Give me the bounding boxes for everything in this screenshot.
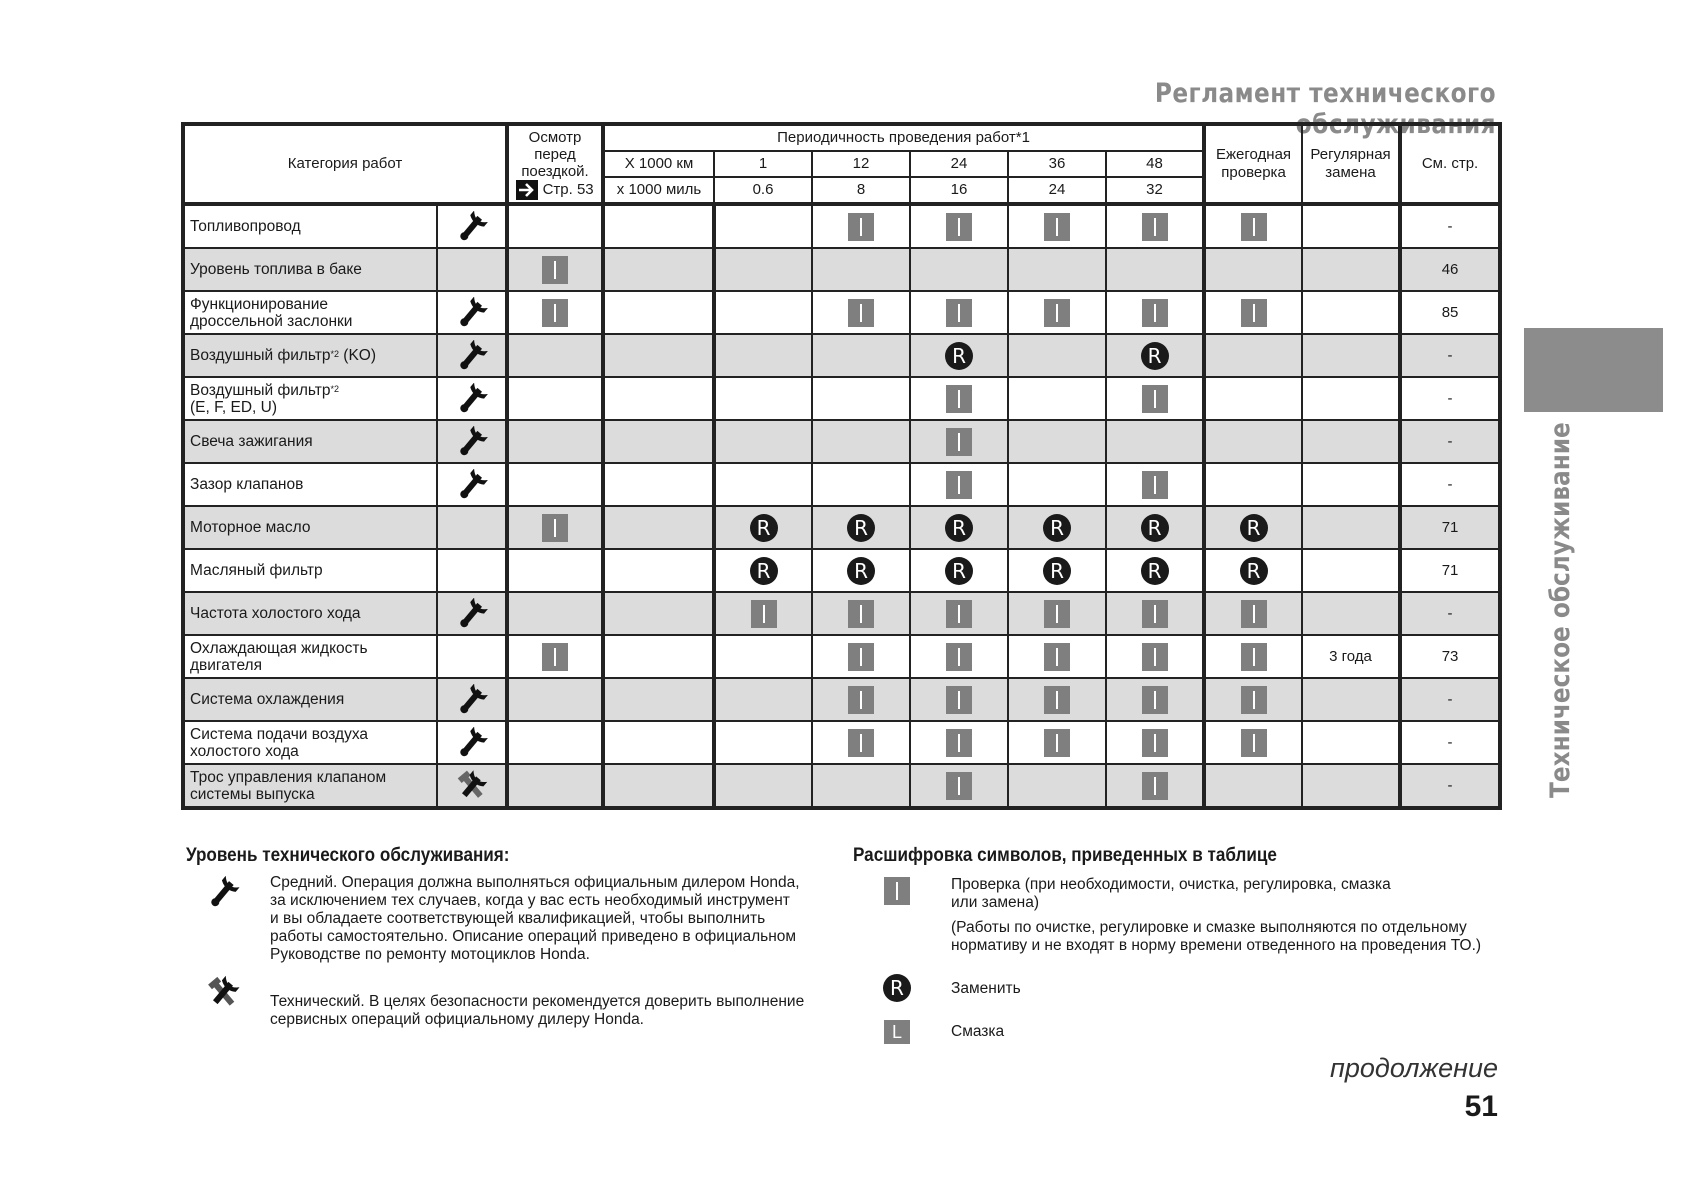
table-row — [183, 549, 1500, 592]
row-regular — [1302, 721, 1400, 764]
row-annual — [1204, 420, 1302, 463]
inspect-symbol-icon — [946, 428, 972, 456]
row-regular — [1302, 377, 1400, 420]
inspect-symbol-icon — [1142, 385, 1168, 413]
table-row — [183, 721, 1500, 764]
row-tool — [437, 721, 507, 764]
row-regular — [1302, 678, 1400, 721]
row-interval-cell — [714, 678, 812, 721]
inspect-symbol-icon — [1142, 471, 1168, 499]
row-annual — [1204, 549, 1302, 592]
header-regular — [1302, 124, 1400, 204]
row-pretrip — [507, 204, 603, 248]
row-interval-cell — [714, 377, 812, 420]
row-tool — [437, 248, 507, 291]
replace-symbol-icon: R — [883, 974, 911, 1002]
lube-symbol-icon: L — [884, 1020, 910, 1044]
row-interval-cell — [910, 334, 1008, 377]
table-row — [183, 248, 1500, 291]
header-pretrip-line3: поездкой. — [521, 162, 589, 180]
inspect-symbol-icon — [946, 729, 972, 757]
inspect-symbol-icon — [1044, 299, 1070, 327]
inspect-symbol-icon — [1142, 213, 1168, 241]
row-interval-cell — [812, 420, 910, 463]
row-interval-cell — [603, 592, 714, 635]
inspect-symbol-icon — [542, 299, 568, 327]
header-km: 36 — [1008, 151, 1106, 177]
row-interval-cell — [910, 549, 1008, 592]
row-interval-cell — [1008, 248, 1106, 291]
row-category: Система охлаждения — [183, 678, 437, 721]
row-interval-cell — [1008, 635, 1106, 678]
wrench-icon — [438, 340, 505, 372]
header-mi: 16 — [910, 177, 1008, 204]
row-interval-cell — [1008, 721, 1106, 764]
row-category: Система подачи воздуха холостого хода — [183, 721, 437, 764]
replace-symbol-icon: R — [945, 557, 973, 585]
arrow-right-icon — [516, 180, 538, 200]
row-pretrip — [507, 291, 603, 334]
page-title: Регламент технического обслуживания — [1154, 78, 1496, 140]
replace-symbol-icon: R — [847, 514, 875, 542]
inspect-symbol-icon — [1241, 299, 1267, 327]
row-interval-cell — [714, 549, 812, 592]
row-page: 73 — [1400, 635, 1500, 678]
row-tool — [437, 377, 507, 420]
row-annual — [1204, 248, 1302, 291]
header-km: 12 — [812, 151, 910, 177]
header-pretrip-line1: Осмотр — [528, 128, 582, 146]
row-interval-cell — [1106, 334, 1204, 377]
row-pretrip — [507, 592, 603, 635]
row-interval-cell — [603, 678, 714, 721]
row-page: 71 — [1400, 506, 1500, 549]
inspect-symbol-icon — [946, 643, 972, 671]
row-interval-cell — [812, 678, 910, 721]
row-category: Масляный фильтр — [183, 549, 437, 592]
table-row — [183, 635, 1500, 678]
replace-symbol-icon: R — [1240, 557, 1268, 585]
inspect-symbol-icon — [946, 385, 972, 413]
row-interval-cell — [812, 334, 910, 377]
row-regular — [1302, 549, 1400, 592]
inspect-symbol-icon — [1142, 772, 1168, 800]
row-regular — [1302, 764, 1400, 808]
table-row — [183, 463, 1500, 506]
legend-technical-text: Технический. В целях безопасности рекомендуется доверить выполнение сервисных операций официальному дилеру Honda. — [270, 993, 805, 1028]
legend-inspect-text: Проверка (при необходимости, очистка, регулировка, смазка или замена) — [951, 876, 1391, 911]
wrench-icon — [204, 876, 242, 915]
inspect-symbol-icon — [848, 213, 874, 241]
row-interval-cell — [603, 764, 714, 808]
row-interval-cell — [1106, 764, 1204, 808]
wrench-icon — [438, 469, 505, 501]
inspect-symbol-icon — [884, 877, 910, 905]
row-interval-cell — [1106, 549, 1204, 592]
header-pretrip-ref: Стр. 53 — [509, 180, 601, 200]
section-tab-block — [1524, 328, 1663, 412]
row-pretrip — [507, 721, 603, 764]
legend-replace-text: Заменить — [951, 980, 1021, 997]
inspect-symbol-icon — [1241, 600, 1267, 628]
row-category: Моторное масло — [183, 506, 437, 549]
row-pretrip — [507, 377, 603, 420]
row-interval-cell — [603, 549, 714, 592]
row-category: Частота холостого хода — [183, 592, 437, 635]
replace-symbol-icon: R — [1141, 342, 1169, 370]
row-tool — [437, 291, 507, 334]
header-pretrip-line2: перед — [534, 145, 576, 163]
row-interval-cell — [1008, 463, 1106, 506]
row-category: Воздушный фильтр$^{*2}$ (E, F, ED, U) — [183, 377, 437, 420]
row-page: - — [1400, 420, 1500, 463]
row-page: - — [1400, 334, 1500, 377]
row-tool — [437, 592, 507, 635]
inspect-symbol-icon — [1142, 686, 1168, 714]
row-interval-cell — [1106, 506, 1204, 549]
row-page: - — [1400, 721, 1500, 764]
page-number: 51 — [1464, 1090, 1498, 1123]
row-pretrip — [507, 635, 603, 678]
row-interval-cell — [812, 549, 910, 592]
table-row — [183, 678, 1500, 721]
row-interval-cell — [603, 506, 714, 549]
row-interval-cell — [603, 334, 714, 377]
row-page: 85 — [1400, 291, 1500, 334]
row-interval-cell — [1106, 248, 1204, 291]
row-annual — [1204, 506, 1302, 549]
inspect-symbol-icon — [1142, 729, 1168, 757]
row-annual — [1204, 721, 1302, 764]
header-mi: 0.6 — [714, 177, 812, 204]
row-tool — [437, 334, 507, 377]
inspect-symbol-icon — [1044, 643, 1070, 671]
replace-symbol-icon: R — [1043, 514, 1071, 542]
inspect-symbol-icon — [1044, 729, 1070, 757]
header-km: 24 — [910, 151, 1008, 177]
wrench-icon — [438, 426, 505, 458]
header-annual — [1204, 124, 1302, 204]
row-pretrip — [507, 764, 603, 808]
row-interval-cell — [1008, 506, 1106, 549]
row-regular — [1302, 592, 1400, 635]
row-category: Воздушный фильтр$^{*2}$ (KO) — [183, 334, 437, 377]
row-interval-cell — [1008, 377, 1106, 420]
row-annual — [1204, 635, 1302, 678]
row-pretrip — [507, 506, 603, 549]
header-see-page: См. стр. — [1400, 124, 1500, 204]
inspect-symbol-icon — [1241, 686, 1267, 714]
row-annual — [1204, 291, 1302, 334]
header-mi: 8 — [812, 177, 910, 204]
row-interval-cell — [910, 291, 1008, 334]
inspect-symbol-icon — [848, 600, 874, 628]
row-category: Трос управления клапаном системы выпуска — [183, 764, 437, 808]
inspect-symbol-icon — [1142, 643, 1168, 671]
row-interval-cell — [1106, 377, 1204, 420]
row-interval-cell — [1106, 721, 1204, 764]
row-interval-cell — [603, 291, 714, 334]
replace-symbol-icon: R — [1141, 514, 1169, 542]
row-category: Свеча зажигания — [183, 420, 437, 463]
legend-inspect-note: (Работы по очистке, регулировке и смазке выполняются по отдельному нормативу и не входят в норму времени отведенного на проведения ТО.) — [951, 919, 1482, 954]
inspect-symbol-icon — [1241, 729, 1267, 757]
row-category: Зазор клапанов — [183, 463, 437, 506]
row-interval-cell — [812, 248, 910, 291]
row-interval-cell — [1106, 592, 1204, 635]
row-tool — [437, 463, 507, 506]
row-pretrip — [507, 678, 603, 721]
inspect-symbol-icon — [946, 471, 972, 499]
replace-symbol-icon: R — [750, 557, 778, 585]
table-row — [183, 291, 1500, 334]
wrench-icon — [438, 727, 505, 759]
row-interval-cell — [603, 635, 714, 678]
row-interval-cell — [910, 420, 1008, 463]
row-interval-cell — [910, 377, 1008, 420]
row-interval-cell — [910, 635, 1008, 678]
header-km-label: X 1000 км — [603, 151, 714, 177]
legend-lube-text: Смазка — [951, 1023, 1005, 1040]
row-regular — [1302, 204, 1400, 248]
row-pretrip — [507, 248, 603, 291]
row-interval-cell — [603, 463, 714, 506]
row-interval-cell — [1008, 291, 1106, 334]
replace-symbol-icon: R — [750, 514, 778, 542]
replace-symbol-icon: R — [847, 557, 875, 585]
table-row — [183, 764, 1500, 808]
inspect-symbol-icon — [542, 514, 568, 542]
tools-icon — [438, 770, 505, 802]
row-page: 71 — [1400, 549, 1500, 592]
inspect-symbol-icon — [542, 643, 568, 671]
header-periodicity: Периодичность проведения работ*1 — [603, 124, 1204, 151]
inspect-symbol-icon — [946, 686, 972, 714]
continued-label: продолжение — [1330, 1053, 1498, 1083]
row-interval-cell — [1106, 204, 1204, 248]
header-km: 48 — [1106, 151, 1204, 177]
header-mi: 32 — [1106, 177, 1204, 204]
row-interval-cell — [714, 248, 812, 291]
row-interval-cell — [910, 721, 1008, 764]
row-annual — [1204, 764, 1302, 808]
row-interval-cell — [714, 506, 812, 549]
row-regular — [1302, 334, 1400, 377]
row-interval-cell — [603, 377, 714, 420]
row-interval-cell — [714, 420, 812, 463]
legend-levels-title: Уровень технического обслуживания: — [186, 845, 510, 866]
row-interval-cell — [910, 678, 1008, 721]
inspect-symbol-icon — [1241, 213, 1267, 241]
row-category: Функционирование дроссельной заслонки — [183, 291, 437, 334]
table-row — [183, 420, 1500, 463]
row-interval-cell — [1106, 291, 1204, 334]
row-interval-cell — [1008, 204, 1106, 248]
inspect-symbol-icon — [946, 772, 972, 800]
row-interval-cell — [714, 463, 812, 506]
row-interval-cell — [603, 204, 714, 248]
row-interval-cell — [603, 248, 714, 291]
row-tool — [437, 764, 507, 808]
row-interval-cell — [812, 204, 910, 248]
row-annual — [1204, 463, 1302, 506]
inspect-symbol-icon — [1241, 643, 1267, 671]
row-tool — [437, 420, 507, 463]
row-pretrip — [507, 549, 603, 592]
row-regular: 3 года — [1302, 635, 1400, 678]
row-interval-cell — [910, 463, 1008, 506]
row-interval-cell — [714, 291, 812, 334]
header-annual-line1: Ежегодная — [1216, 146, 1292, 163]
row-interval-cell — [910, 506, 1008, 549]
inspect-symbol-icon — [1044, 213, 1070, 241]
inspect-symbol-icon — [848, 643, 874, 671]
row-interval-cell — [1106, 463, 1204, 506]
row-regular — [1302, 420, 1400, 463]
row-interval-cell — [714, 721, 812, 764]
row-regular — [1302, 506, 1400, 549]
row-interval-cell — [1106, 420, 1204, 463]
row-interval-cell — [1106, 635, 1204, 678]
wrench-icon — [438, 211, 505, 243]
inspect-symbol-icon — [1044, 600, 1070, 628]
row-tool — [437, 204, 507, 248]
row-page: - — [1400, 377, 1500, 420]
row-interval-cell — [603, 420, 714, 463]
row-interval-cell — [910, 204, 1008, 248]
row-interval-cell — [1008, 678, 1106, 721]
row-regular — [1302, 248, 1400, 291]
row-regular — [1302, 463, 1400, 506]
row-regular — [1302, 291, 1400, 334]
header-mi: 24 — [1008, 177, 1106, 204]
row-page: - — [1400, 764, 1500, 808]
row-interval-cell — [1008, 592, 1106, 635]
maintenance-schedule-table — [181, 122, 1502, 810]
header-regular-line2: замена — [1325, 164, 1376, 181]
table-row — [183, 334, 1500, 377]
row-interval-cell — [603, 721, 714, 764]
replace-symbol-icon: R — [1043, 557, 1071, 585]
inspect-symbol-icon — [848, 686, 874, 714]
section-tab-label: Техническое обслуживание — [1545, 422, 1576, 798]
row-interval-cell — [812, 377, 910, 420]
inspect-symbol-icon — [946, 213, 972, 241]
header-category: Категория работ — [183, 124, 507, 204]
wrench-icon — [438, 598, 505, 630]
row-interval-cell — [714, 592, 812, 635]
row-interval-cell — [812, 764, 910, 808]
row-interval-cell — [910, 592, 1008, 635]
inspect-symbol-icon — [848, 729, 874, 757]
inspect-symbol-icon — [751, 600, 777, 628]
row-pretrip — [507, 420, 603, 463]
table-row — [183, 377, 1500, 420]
row-tool — [437, 678, 507, 721]
tools-icon — [204, 975, 242, 1016]
row-category: Уровень топлива в баке — [183, 248, 437, 291]
row-interval-cell — [812, 463, 910, 506]
header-regular-line1: Регулярная — [1310, 146, 1391, 163]
row-interval-cell — [1008, 334, 1106, 377]
row-page: - — [1400, 678, 1500, 721]
inspect-symbol-icon — [946, 600, 972, 628]
table-row — [183, 204, 1500, 248]
row-interval-cell — [714, 764, 812, 808]
row-interval-cell — [1008, 549, 1106, 592]
inspect-symbol-icon — [1142, 299, 1168, 327]
replace-symbol-icon: R — [945, 514, 973, 542]
row-interval-cell — [812, 721, 910, 764]
row-pretrip — [507, 334, 603, 377]
wrench-icon — [438, 297, 505, 329]
row-annual — [1204, 334, 1302, 377]
header-annual-line2: проверка — [1221, 164, 1286, 181]
replace-symbol-icon: R — [1141, 557, 1169, 585]
inspect-symbol-icon — [1044, 686, 1070, 714]
row-category: Охлаждающая жидкость двигателя — [183, 635, 437, 678]
row-category: Топливопровод — [183, 204, 437, 248]
row-tool — [437, 549, 507, 592]
row-interval-cell — [714, 635, 812, 678]
row-interval-cell — [1106, 678, 1204, 721]
row-annual — [1204, 592, 1302, 635]
table-row — [183, 506, 1500, 549]
row-tool — [437, 635, 507, 678]
inspect-symbol-icon — [1142, 600, 1168, 628]
row-interval-cell — [714, 204, 812, 248]
row-page: - — [1400, 463, 1500, 506]
replace-symbol-icon: R — [945, 342, 973, 370]
wrench-icon — [438, 684, 505, 716]
header-km: 1 — [714, 151, 812, 177]
wrench-icon — [438, 383, 505, 415]
row-annual — [1204, 377, 1302, 420]
row-tool — [437, 506, 507, 549]
row-interval-cell — [1008, 420, 1106, 463]
inspect-symbol-icon — [848, 299, 874, 327]
row-page: 46 — [1400, 248, 1500, 291]
row-interval-cell — [1008, 764, 1106, 808]
legend-symbols-title: Расшифровка символов, приведенных в таблице — [853, 845, 1277, 866]
row-interval-cell — [812, 291, 910, 334]
row-annual — [1204, 204, 1302, 248]
row-page: - — [1400, 204, 1500, 248]
row-interval-cell — [910, 764, 1008, 808]
header-mi-label: x 1000 миль — [603, 177, 714, 204]
row-interval-cell — [812, 592, 910, 635]
replace-symbol-icon: R — [1240, 514, 1268, 542]
legend-medium-text: Средний. Операция должна выполняться официальным дилером Honda, за исключением тех случаев, когда у вас есть необходимый инструмент и вы обладаете соответствующей квалификацией, чтобы выполнить работы самостоятельно. Описание операций приведено в официальном Руководстве по ремонту мотоциклов Honda. — [270, 874, 800, 963]
header-pretrip — [507, 124, 603, 204]
row-annual — [1204, 678, 1302, 721]
row-interval-cell — [910, 248, 1008, 291]
row-pretrip — [507, 463, 603, 506]
row-interval-cell — [812, 506, 910, 549]
table-row — [183, 592, 1500, 635]
row-interval-cell — [812, 635, 910, 678]
inspect-symbol-icon — [542, 256, 568, 284]
row-page: - — [1400, 592, 1500, 635]
inspect-symbol-icon — [946, 299, 972, 327]
row-interval-cell — [714, 334, 812, 377]
